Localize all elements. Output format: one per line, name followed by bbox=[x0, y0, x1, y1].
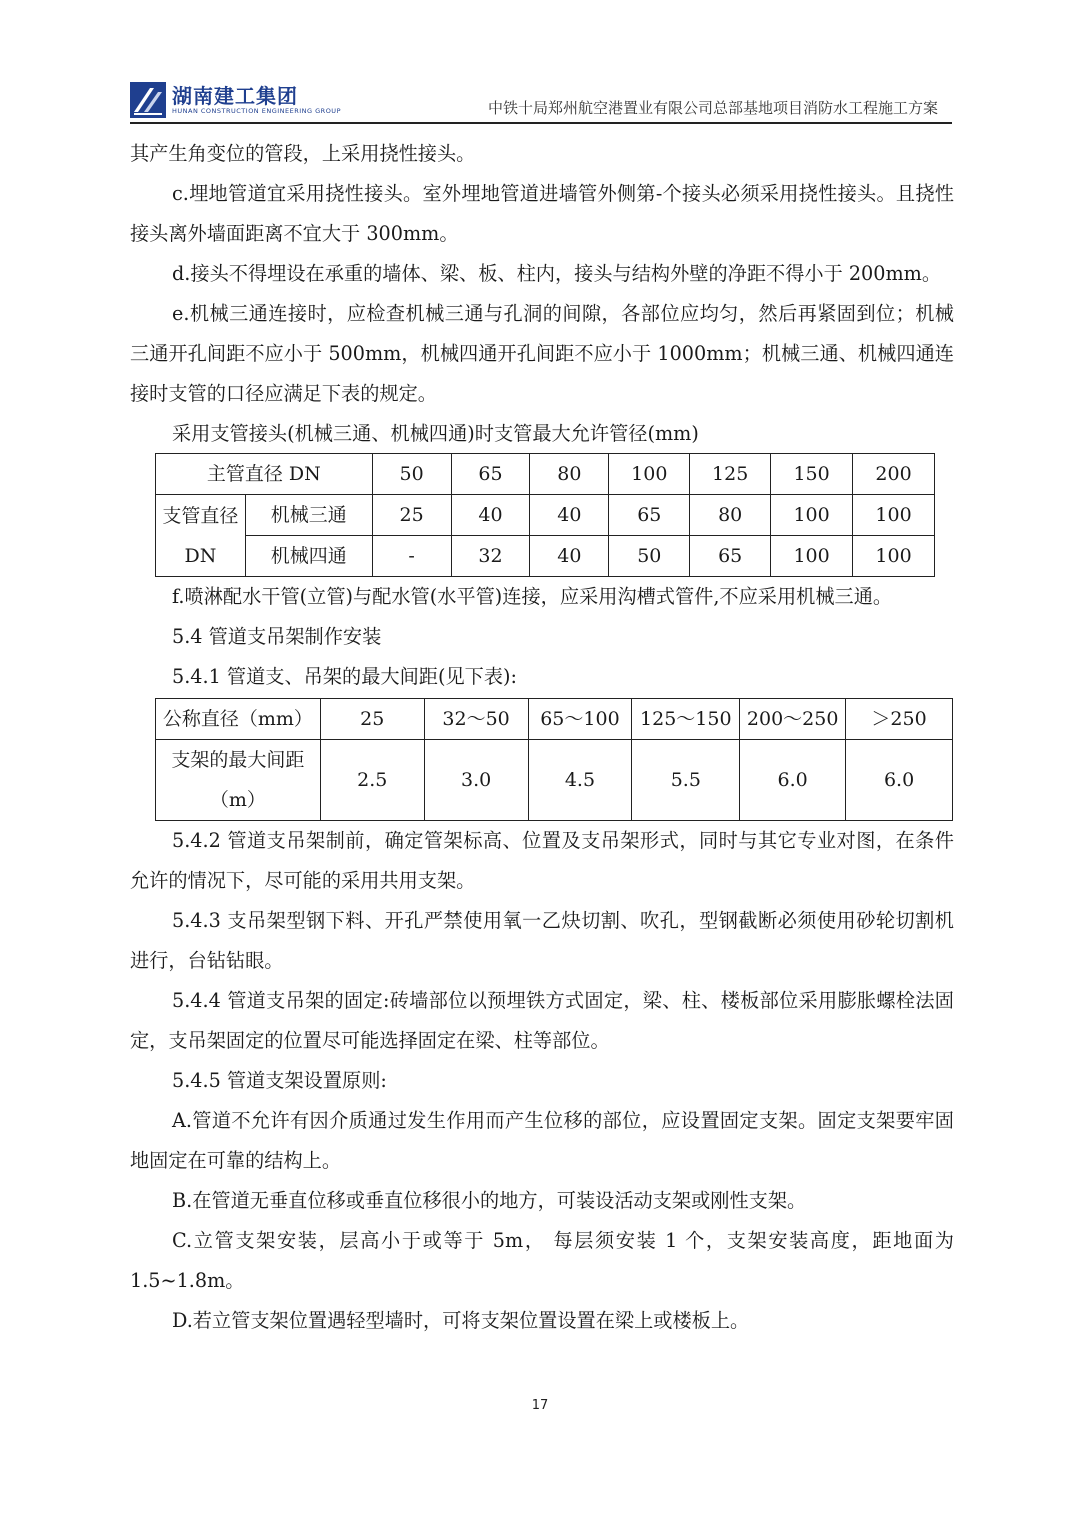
paragraph: 5.4.4 管道支吊架的固定:砖墙部位以预埋铁方式固定，梁、柱、楼板部位采用膨胀螺栓法固定，支吊架固定的位置尽可能选择固定在梁、柱等部位。 bbox=[130, 989, 954, 1052]
table-header-cell: 50 bbox=[372, 454, 451, 495]
table-header-cell: 65～100 bbox=[528, 699, 632, 740]
table-cell: 40 bbox=[530, 536, 609, 577]
subsection-heading: 5.4.1 管道支、吊架的最大间距(见下表): bbox=[172, 665, 517, 688]
table-header-cell: 100 bbox=[609, 454, 690, 495]
table-row bbox=[156, 699, 953, 740]
page-body bbox=[130, 134, 954, 1341]
paragraph: d.接头不得埋设在承重的墙体、梁、板、柱内，接头与结构外壁的净距不得小于 200mm。 bbox=[172, 262, 942, 285]
table-cell: 100 bbox=[853, 495, 935, 536]
paragraph: 5.4.2 管道支吊架制前，确定管架标高、位置及支吊架形式，同时与其它专业对图，在条件允许的情况下，尽可能的采用共用支架。 bbox=[130, 829, 954, 892]
table-cell: 4.5 bbox=[528, 740, 632, 821]
logo-name-cn: 湖南建工集团 bbox=[172, 83, 298, 108]
table-row bbox=[156, 454, 935, 495]
table-header-cell: 150 bbox=[771, 454, 853, 495]
paragraph: C.立管支架安装，层高小于或等于 5m， 每层须安装 1 个，支架安装高度，距地面为 1.5~1.8m。 bbox=[130, 1229, 954, 1292]
table-header-cell: 公称直径（mm） bbox=[156, 699, 321, 740]
table-cell: - bbox=[372, 536, 451, 577]
table-row bbox=[156, 740, 953, 821]
table-header-cell: 200～250 bbox=[740, 699, 846, 740]
subsection-heading: 5.4.5 管道支架设置原则: bbox=[172, 1069, 387, 1092]
logo-name-en: HUNAN CONSTRUCTION ENGINEERING GROUP bbox=[172, 106, 341, 115]
table-cell: 6.0 bbox=[846, 740, 953, 821]
section-heading: 5.4 管道支吊架制作安装 bbox=[172, 625, 382, 648]
document-title: 中铁十局郑州航空港置业有限公司总部基地项目消防水工程施工方案 bbox=[487, 99, 938, 117]
table-header-cell: 主管直径 DN bbox=[156, 454, 373, 495]
table-cell: 65 bbox=[690, 536, 771, 577]
table-cell: 5.5 bbox=[632, 740, 740, 821]
table-header-cell: 25 bbox=[320, 699, 424, 740]
table-cell: 40 bbox=[451, 495, 530, 536]
table-cell: 支架的最大间距（m） bbox=[156, 740, 321, 821]
support-spacing-table bbox=[155, 698, 953, 821]
page-number: 17 bbox=[531, 1398, 549, 1413]
table-header-cell: 125 bbox=[690, 454, 771, 495]
table-cell: 65 bbox=[609, 495, 690, 536]
table-cell: 3.0 bbox=[424, 740, 528, 821]
table-cell: 2.5 bbox=[320, 740, 424, 821]
table-cell: 50 bbox=[609, 536, 690, 577]
paragraph: 5.4.3 支吊架型钢下料、开孔严禁使用氧一乙炔切割、吹孔，型钢截断必须使用砂轮切割机进行，台钻钻眼。 bbox=[130, 909, 954, 972]
paragraph: e.机械三通连接时，应检查机械三通与孔洞的间隙，各部位应均匀，然后再紧固到位；机械三通开孔间距不应小于 500mm，机械四通开孔间距不应小于 1000mm；机械三通、机械四通连接时支管的口径应满足下表的规定。 bbox=[130, 302, 954, 405]
table-cell: 100 bbox=[853, 536, 935, 577]
paragraph: f.喷淋配水干管(立管)与配水管(水平管)连接，应采用沟槽式管件,不应采用机械三通。 bbox=[172, 585, 893, 608]
header-rule bbox=[130, 122, 952, 124]
table-cell: 25 bbox=[372, 495, 451, 536]
logo-emblem-icon bbox=[130, 82, 166, 118]
table-row bbox=[156, 495, 935, 536]
paragraph: c.埋地管道宜采用挠性接头。室外埋地管道进墙管外侧第-个接头必须采用挠性接头。且挠性接头离外墙面距离不宜大于 300mm。 bbox=[130, 182, 954, 245]
table-header-cell: 80 bbox=[530, 454, 609, 495]
table-cell: 6.0 bbox=[740, 740, 846, 821]
table-header-cell: 125～150 bbox=[632, 699, 740, 740]
table-cell: 100 bbox=[771, 495, 853, 536]
table-cell: 100 bbox=[771, 536, 853, 577]
table-header-cell: ＞250 bbox=[846, 699, 953, 740]
table-cell: 32 bbox=[451, 536, 530, 577]
table-cell: 机械三通 bbox=[245, 495, 372, 536]
branch-label-cell: 支管直径 DN bbox=[156, 495, 246, 577]
table-header-cell: 65 bbox=[451, 454, 530, 495]
table-row bbox=[156, 536, 935, 577]
table-cell: 40 bbox=[530, 495, 609, 536]
table-header-cell: 200 bbox=[853, 454, 935, 495]
paragraph: 其产生角变位的管段，上采用挠性接头。 bbox=[130, 142, 476, 165]
paragraph: B.在管道无垂直位移或垂直位移很小的地方，可装设活动支架或刚性支架。 bbox=[172, 1189, 807, 1212]
branch-diameter-table bbox=[155, 453, 935, 577]
table-cell: 机械四通 bbox=[245, 536, 372, 577]
page-header bbox=[130, 72, 952, 122]
paragraph: A.管道不允许有因介质通过发生作用而产生位移的部位，应设置固定支架。固定支架要牢固地固定在可靠的结构上。 bbox=[130, 1109, 954, 1172]
table-cell: 80 bbox=[690, 495, 771, 536]
table-caption: 采用支管接头(机械三通、机械四通)时支管最大允许管径(mm) bbox=[172, 422, 699, 445]
company-logo bbox=[130, 80, 341, 120]
paragraph: D.若立管支架位置遇轻型墙时，可将支架位置设置在梁上或楼板上。 bbox=[172, 1309, 750, 1332]
table-header-cell: 32～50 bbox=[424, 699, 528, 740]
